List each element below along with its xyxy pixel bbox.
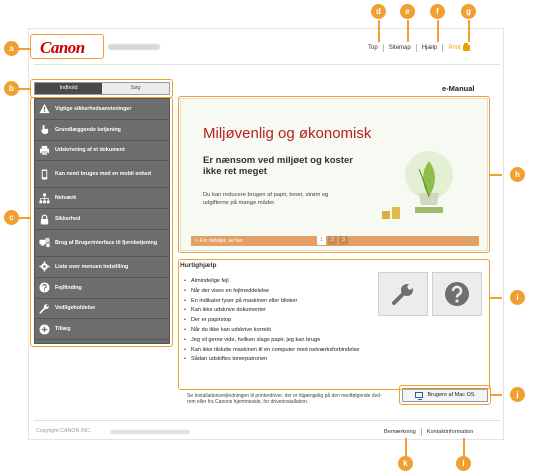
tab-search[interactable]: Søg [102,83,169,94]
quick-help-item[interactable]: • Der er papirstop [184,317,380,324]
sidebar-item-label: Fejlfinding [55,284,82,291]
sidebar-item-label: Tillæg [55,326,71,333]
sidebar-item-label: Sikkerhed [55,216,81,223]
callout-frame-quick-help [178,259,490,390]
quick-help-item[interactable]: • Kan ikke tilslutte maskinen til en computer med netværksforbindelse [184,347,380,354]
callout-line [468,20,470,42]
callout-frame-tabs [30,79,173,98]
sidebar-item-label: Vigtige sikkerhedsanvisninger [55,105,132,112]
copyright: Copyright CANON INC. [36,428,92,434]
sitemap-link[interactable]: Sitemap [388,45,411,51]
callout-e: e [400,4,415,19]
callout-line [407,20,409,42]
print-icon [463,45,470,51]
print-label: Print [448,45,461,51]
sidebar-item-label: Netværk [55,195,77,202]
pager-page-3[interactable]: 3 [339,236,348,245]
divider [383,44,384,52]
callout-k: k [398,456,413,471]
callout-frame-logo [30,34,104,59]
sidebar-item-label: Grundlæggende betjening [55,126,121,133]
model-name-blurred [108,44,160,50]
driver-install-note: Se Installationsvejledningen til printerdriver, der er tilgængelig på den medfølgende dvd-rom eller fra Canons hjemmeside, for driverinstallation. [187,393,382,405]
callout-frame-mac [399,385,491,405]
divider [442,44,443,52]
quick-help-item[interactable]: • Jeg vil gerne vide, hvilken slags papir, jeg kan bruge [184,337,380,344]
quick-help-item[interactable]: • Når der vises en fejlmeddelelse [184,288,380,295]
notes-link[interactable]: Bemærkning [384,429,416,435]
callout-b: b [4,81,19,96]
sidebar-item-label: Brug af Brugerinterface til fjernbetjening [55,239,158,246]
callout-i: i [510,290,525,305]
callout-g: g [461,4,476,19]
quick-help-item[interactable]: • Almindelige fejl [184,278,380,285]
page-title: e-Manual [442,84,475,93]
callout-line [463,438,465,457]
divider [421,428,422,436]
banner-text: Du kan reducere brugen af papir, toner, strøm og udgifterne på mange måder. [203,192,329,206]
footer-divider [34,420,500,421]
callout-line [18,217,30,219]
callout-h: h [510,167,525,182]
quick-help-title: Hurtighjælp [180,262,217,269]
callout-frame-banner [178,96,490,253]
banner-details-link[interactable]: > For detaljer, se her [195,238,243,244]
pager-page-1[interactable]: 1 [317,236,326,245]
copyright-blurred [110,430,190,434]
pager-page-2[interactable]: 2 [328,236,337,245]
sidebar-item-label: Udskrivning af et dokument [55,147,125,154]
callout-a: a [4,41,19,56]
callout-line [437,20,439,42]
banner-subtitle: Er nænsom ved miljøet og koster ikke ret meget [203,155,353,177]
callout-line [491,394,502,396]
quick-help-item[interactable]: • Sådan udskiftes tonerpatronen [184,356,380,363]
top-links [368,44,470,52]
sidebar-item-label: Kan nemt bruges med en mobil enhed [55,171,151,178]
tab-contents[interactable]: Indhold [35,83,102,94]
callout-line [18,88,30,90]
banner-title: Miljøvenlig og økonomisk [203,125,372,142]
quick-help-item[interactable]: • En indikator lyser på maskinen eller blinker [184,298,380,305]
contact-link[interactable]: Kontaktinformation [426,429,474,435]
callout-line [18,48,30,50]
sidebar-item-label: Vedligeholdelse [55,305,96,312]
callout-line [490,174,502,176]
callout-f: f [430,4,445,19]
callout-d: d [371,4,386,19]
callout-line [405,438,407,457]
quick-help-item[interactable]: • Kan ikke udskrive dokumenter [184,307,380,314]
mac-users-label: Brugere af Mac OS [427,392,475,398]
callout-frame-sidebar [30,97,173,347]
callout-c: c [4,210,19,225]
print-link[interactable] [448,45,469,51]
callout-line [490,297,502,299]
quick-help-item[interactable]: • Når du ikke kan udskrive korrekt [184,327,380,334]
callout-line [378,20,380,42]
top-link[interactable]: Top [368,45,378,51]
help-link[interactable]: Hjælp [421,45,438,51]
callout-l: l [456,456,471,471]
callout-j: j [510,387,525,402]
header-divider [34,64,500,65]
sidebar-item-label: Liste over menuen Indstilling [55,263,129,270]
footer-links [384,428,473,436]
canon-logo[interactable]: Canon [40,38,85,57]
divider [416,44,417,52]
